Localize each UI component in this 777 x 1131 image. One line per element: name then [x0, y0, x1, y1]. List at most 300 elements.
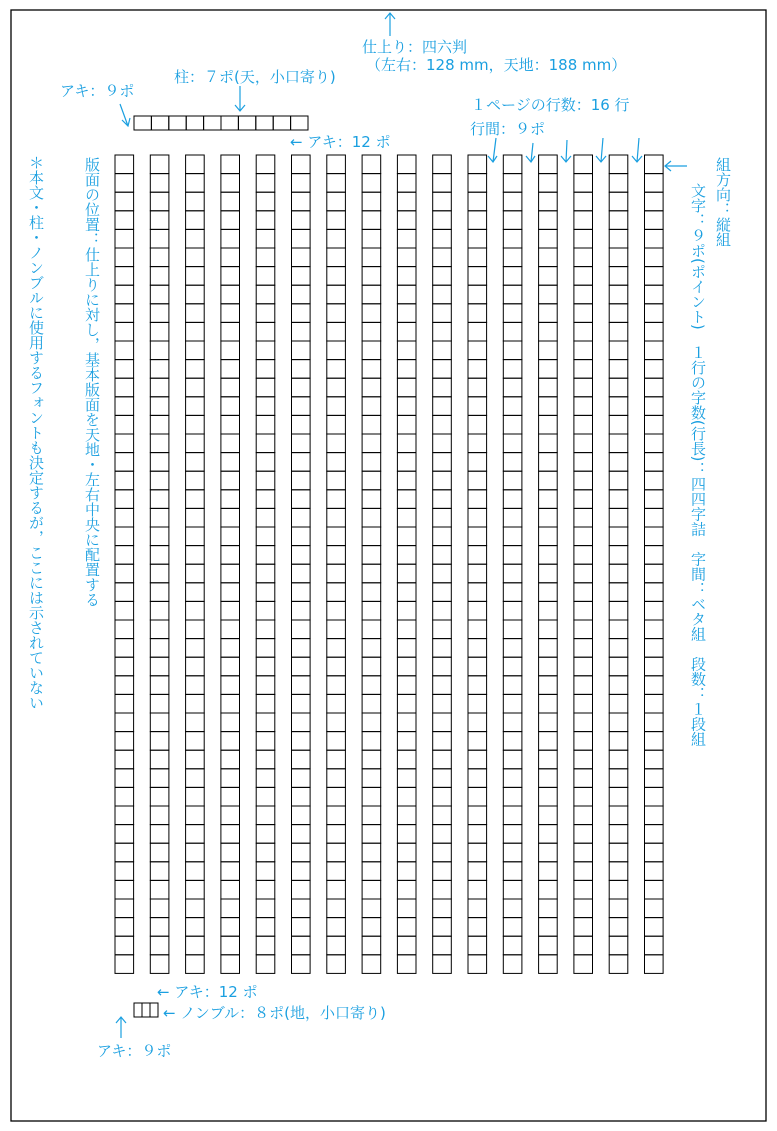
grid-cell — [574, 397, 593, 416]
grid-cell — [574, 601, 593, 620]
grid-cell — [115, 192, 134, 211]
grid-cell — [645, 769, 664, 788]
grid-cell — [503, 322, 522, 341]
grid-cell — [186, 862, 205, 881]
grid-cell — [292, 155, 311, 174]
grid-cell — [503, 285, 522, 304]
grid-cell — [256, 508, 275, 527]
grid-cell — [362, 806, 381, 825]
grid-cell — [150, 732, 169, 751]
grid-cell — [609, 694, 628, 713]
grid-cell — [327, 732, 346, 751]
grid-cell — [150, 601, 169, 620]
grid-cell — [574, 843, 593, 862]
grid-cell — [468, 415, 487, 434]
grid-cell — [150, 750, 169, 769]
grid-cell — [256, 583, 275, 602]
grid-cell — [221, 155, 240, 174]
grid-cell — [292, 880, 311, 899]
grid-cell — [327, 750, 346, 769]
grid-cell — [186, 694, 205, 713]
grid-cell — [186, 899, 205, 918]
grid-cell — [645, 825, 664, 844]
arrow-down-icon — [235, 86, 245, 111]
grid-cell — [150, 434, 169, 453]
grid-cell — [433, 825, 452, 844]
grid-cell — [186, 192, 205, 211]
grid-cell — [468, 304, 487, 323]
grid-cell — [397, 155, 416, 174]
grid-cell — [645, 750, 664, 769]
grid-cell — [609, 880, 628, 899]
grid-cell — [221, 732, 240, 751]
grid-cell — [115, 955, 134, 974]
grid-cell — [150, 304, 169, 323]
grid-cell — [609, 434, 628, 453]
grid-cell — [362, 899, 381, 918]
grid-cell — [256, 769, 275, 788]
folio-label: ← ノンブル：８ポ(地，小口寄り) — [163, 1004, 386, 1022]
grid-cell — [221, 192, 240, 211]
grid-cell — [186, 453, 205, 472]
grid-cell — [115, 285, 134, 304]
grid-cell — [327, 955, 346, 974]
grid-cell — [397, 583, 416, 602]
grid-cell — [327, 155, 346, 174]
grid-cell — [539, 360, 558, 379]
grid-cell — [362, 453, 381, 472]
grid-cell — [645, 174, 664, 193]
grid-cell — [539, 601, 558, 620]
grid-cell — [574, 453, 593, 472]
grid-cell — [115, 936, 134, 955]
grid-cell — [362, 508, 381, 527]
grid-cell — [150, 676, 169, 695]
grid-cell — [115, 174, 134, 193]
grid-cell — [503, 955, 522, 974]
grid-cell — [115, 490, 134, 509]
grid-cell — [292, 508, 311, 527]
grid-cell — [574, 341, 593, 360]
arrow-down-icon — [561, 140, 571, 162]
grid-cell — [397, 732, 416, 751]
grid-cell — [645, 415, 664, 434]
grid-cell — [433, 304, 452, 323]
grid-cell — [292, 471, 311, 490]
grid-cell — [397, 508, 416, 527]
grid-cell — [150, 694, 169, 713]
grid-cell — [574, 732, 593, 751]
grid-cell — [256, 955, 275, 974]
grid-cell — [221, 229, 240, 248]
grid-cell — [115, 899, 134, 918]
grid-cell — [609, 508, 628, 527]
grid-cell — [468, 564, 487, 583]
grid-cell — [397, 843, 416, 862]
grid-cell — [609, 769, 628, 788]
grid-cell — [645, 471, 664, 490]
grid-cell — [221, 880, 240, 899]
grid-cell — [574, 862, 593, 881]
grid-cell — [539, 490, 558, 509]
grid-cell — [292, 918, 311, 937]
grid-cell — [539, 750, 558, 769]
grid-cell — [327, 471, 346, 490]
grid-cell — [433, 862, 452, 881]
grid-cell — [468, 657, 487, 676]
grid-cell — [645, 527, 664, 546]
running-head-box — [273, 116, 290, 130]
grid-cell — [433, 601, 452, 620]
grid-cell — [221, 248, 240, 267]
grid-cell — [292, 453, 311, 472]
grid-cell — [468, 508, 487, 527]
grid-cell — [186, 229, 205, 248]
grid-cell — [609, 936, 628, 955]
running-head-box — [221, 116, 238, 130]
grid-cell — [397, 527, 416, 546]
grid-cell — [221, 397, 240, 416]
trim-size-line1: 仕上り：四六判 — [362, 38, 468, 56]
grid-cell — [468, 862, 487, 881]
grid-cell — [433, 955, 452, 974]
grid-cell — [362, 620, 381, 639]
grid-cell — [362, 490, 381, 509]
grid-cell — [574, 471, 593, 490]
grid-cell — [609, 732, 628, 751]
grid-cell — [468, 211, 487, 230]
grid-cell — [609, 806, 628, 825]
grid-cell — [397, 304, 416, 323]
grid-cell — [362, 713, 381, 732]
grid-cell — [186, 397, 205, 416]
grid-cell — [256, 787, 275, 806]
grid-cell — [292, 676, 311, 695]
grid-cell — [468, 322, 487, 341]
grid-cell — [574, 285, 593, 304]
grid-cell — [503, 471, 522, 490]
grid-cell — [645, 211, 664, 230]
grid-cell — [362, 546, 381, 565]
grid-cell — [327, 936, 346, 955]
grid-cell — [186, 415, 205, 434]
grid-cell — [609, 583, 628, 602]
grid-cell — [433, 713, 452, 732]
grid-cell — [397, 248, 416, 267]
grid-cell — [186, 601, 205, 620]
arrow-down-icon — [596, 138, 606, 162]
grid-cell — [115, 694, 134, 713]
grid-cell — [115, 620, 134, 639]
grid-cell — [645, 787, 664, 806]
grid-cell — [292, 322, 311, 341]
grid-cell — [150, 713, 169, 732]
grid-cell — [362, 155, 381, 174]
grid-cell — [574, 713, 593, 732]
grid-cell — [609, 397, 628, 416]
grid-cell — [327, 639, 346, 658]
running-head-box — [256, 116, 273, 130]
grid-cell — [256, 546, 275, 565]
grid-cell — [221, 490, 240, 509]
grid-cell — [256, 676, 275, 695]
grid-cell — [292, 583, 311, 602]
grid-cell — [327, 825, 346, 844]
grid-cell — [115, 508, 134, 527]
grid-cell — [645, 453, 664, 472]
grid-cell — [256, 192, 275, 211]
grid-cell — [362, 229, 381, 248]
grid-cell — [115, 862, 134, 881]
grid-cell — [292, 825, 311, 844]
grid-cell — [150, 806, 169, 825]
grid-cell — [397, 880, 416, 899]
grid-cell — [256, 322, 275, 341]
grid-cell — [468, 955, 487, 974]
grid-cell — [645, 248, 664, 267]
grid-cell — [292, 694, 311, 713]
grid-cell — [292, 434, 311, 453]
grid-cell — [150, 564, 169, 583]
grid-cell — [327, 676, 346, 695]
grid-cell — [433, 508, 452, 527]
grid-cell — [468, 825, 487, 844]
grid-cell — [574, 880, 593, 899]
grid-cell — [221, 769, 240, 788]
grid-cell — [645, 657, 664, 676]
grid-cell — [256, 713, 275, 732]
grid-cell — [327, 880, 346, 899]
grid-cell — [115, 601, 134, 620]
grid-cell — [362, 583, 381, 602]
grid-cell — [468, 750, 487, 769]
grid-cell — [468, 583, 487, 602]
right-note-direction: 組方向：縦組 — [714, 157, 732, 247]
grid-cell — [609, 620, 628, 639]
grid-cell — [186, 508, 205, 527]
grid-cell — [574, 694, 593, 713]
grid-cell — [503, 862, 522, 881]
grid-cell — [292, 787, 311, 806]
grid-cell — [609, 285, 628, 304]
grid-cell — [292, 620, 311, 639]
grid-cell — [609, 639, 628, 658]
grid-cell — [539, 676, 558, 695]
grid-cell — [503, 415, 522, 434]
grid-cell — [574, 155, 593, 174]
arrow-up-icon — [116, 1017, 126, 1038]
grid-cell — [362, 732, 381, 751]
grid-cell — [115, 527, 134, 546]
grid-cell — [503, 657, 522, 676]
grid-cell — [256, 304, 275, 323]
grid-cell — [609, 843, 628, 862]
grid-cell — [645, 620, 664, 639]
grid-cell — [609, 676, 628, 695]
grid-cell — [256, 174, 275, 193]
grid-cell — [503, 546, 522, 565]
grid-cell — [574, 918, 593, 937]
grid-cell — [362, 880, 381, 899]
grid-cell — [186, 211, 205, 230]
grid-cell — [186, 267, 205, 286]
grid-cell — [115, 360, 134, 379]
grid-cell — [503, 155, 522, 174]
grid-cell — [468, 490, 487, 509]
grid-cell — [433, 248, 452, 267]
grid-cell — [186, 360, 205, 379]
grid-cell — [362, 378, 381, 397]
grid-cell — [256, 285, 275, 304]
grid-cell — [150, 769, 169, 788]
grid-cell — [150, 843, 169, 862]
grid-cell — [645, 508, 664, 527]
grid-cell — [539, 546, 558, 565]
grid-cell — [433, 155, 452, 174]
grid-cell — [433, 936, 452, 955]
grid-cell — [433, 471, 452, 490]
grid-cell — [539, 862, 558, 881]
grid-cell — [468, 192, 487, 211]
grid-cell — [503, 378, 522, 397]
grid-cell — [539, 174, 558, 193]
grid-cell — [150, 546, 169, 565]
grid-cell — [539, 471, 558, 490]
arrow-down-icon — [488, 138, 497, 162]
grid-cell — [362, 397, 381, 416]
grid-cell — [292, 564, 311, 583]
trim-size-label — [362, 38, 626, 74]
grid-cell — [645, 341, 664, 360]
running-head-margin-label: アキ：９ポ — [60, 82, 135, 100]
grid-cell — [362, 955, 381, 974]
grid-cell — [327, 490, 346, 509]
grid-cell — [115, 639, 134, 658]
grid-cell — [433, 880, 452, 899]
grid-cell — [256, 732, 275, 751]
grid-cell — [539, 694, 558, 713]
grid-cell — [221, 620, 240, 639]
grid-cell — [292, 397, 311, 416]
grid-cell — [256, 155, 275, 174]
grid-cell — [503, 620, 522, 639]
grid-cell — [397, 471, 416, 490]
grid-cell — [397, 229, 416, 248]
grid-cell — [186, 639, 205, 658]
grid-cell — [362, 843, 381, 862]
grid-cell — [292, 490, 311, 509]
grid-cell — [574, 229, 593, 248]
grid-cell — [186, 304, 205, 323]
grid-cell — [362, 415, 381, 434]
grid-cell — [609, 360, 628, 379]
grid-cell — [574, 955, 593, 974]
grid-cell — [327, 843, 346, 862]
running-head-box — [169, 116, 186, 130]
grid-cell — [115, 806, 134, 825]
grid-cell — [221, 174, 240, 193]
grid-cell — [574, 899, 593, 918]
grid-cell — [503, 769, 522, 788]
grid-cell — [539, 155, 558, 174]
grid-cell — [574, 620, 593, 639]
grid-cell — [221, 862, 240, 881]
grid-cell — [468, 453, 487, 472]
grid-cell — [433, 806, 452, 825]
grid-cell — [186, 471, 205, 490]
grid-cell — [645, 806, 664, 825]
grid-cell — [292, 601, 311, 620]
grid-cell — [115, 918, 134, 937]
grid-cell — [115, 415, 134, 434]
grid-cell — [221, 415, 240, 434]
grid-cell — [503, 192, 522, 211]
grid-cell — [115, 732, 134, 751]
grid-cell — [292, 174, 311, 193]
grid-cell — [609, 453, 628, 472]
grid-cell — [186, 583, 205, 602]
grid-cell — [362, 192, 381, 211]
grid-cell — [221, 360, 240, 379]
grid-cell — [433, 620, 452, 639]
grid-cell — [150, 955, 169, 974]
grid-cell — [574, 360, 593, 379]
grid-cell — [503, 360, 522, 379]
grid-column — [397, 155, 416, 973]
grid-cell — [609, 527, 628, 546]
grid-cell — [503, 490, 522, 509]
grid-cell — [221, 843, 240, 862]
grid-cell — [539, 267, 558, 286]
grid-cell — [327, 211, 346, 230]
grid-cell — [115, 583, 134, 602]
grid-cell — [150, 192, 169, 211]
grid-cell — [186, 806, 205, 825]
grid-cell — [186, 378, 205, 397]
grid-cell — [221, 825, 240, 844]
grid-cell — [292, 955, 311, 974]
grid-cell — [503, 304, 522, 323]
grid-cell — [574, 769, 593, 788]
grid-cell — [468, 229, 487, 248]
grid-cell — [433, 453, 452, 472]
grid-cell — [539, 304, 558, 323]
grid-cell — [433, 490, 452, 509]
grid-cell — [574, 527, 593, 546]
grid-cell — [609, 211, 628, 230]
grid-cell — [256, 434, 275, 453]
grid-cell — [115, 825, 134, 844]
grid-cell — [645, 694, 664, 713]
grid-column — [468, 155, 487, 973]
grid-cell — [503, 583, 522, 602]
grid-cell — [574, 825, 593, 844]
grid-cell — [468, 694, 487, 713]
grid-cell — [221, 899, 240, 918]
grid-cell — [292, 639, 311, 658]
grid-cell — [150, 936, 169, 955]
grid-cell — [468, 434, 487, 453]
grid-cell — [362, 285, 381, 304]
grid-cell — [433, 546, 452, 565]
grid-cell — [397, 806, 416, 825]
grid-cell — [433, 527, 452, 546]
grid-cell — [256, 267, 275, 286]
grid-cell — [574, 434, 593, 453]
grid-cell — [115, 229, 134, 248]
grid-cell — [186, 546, 205, 565]
grid-cell — [292, 843, 311, 862]
